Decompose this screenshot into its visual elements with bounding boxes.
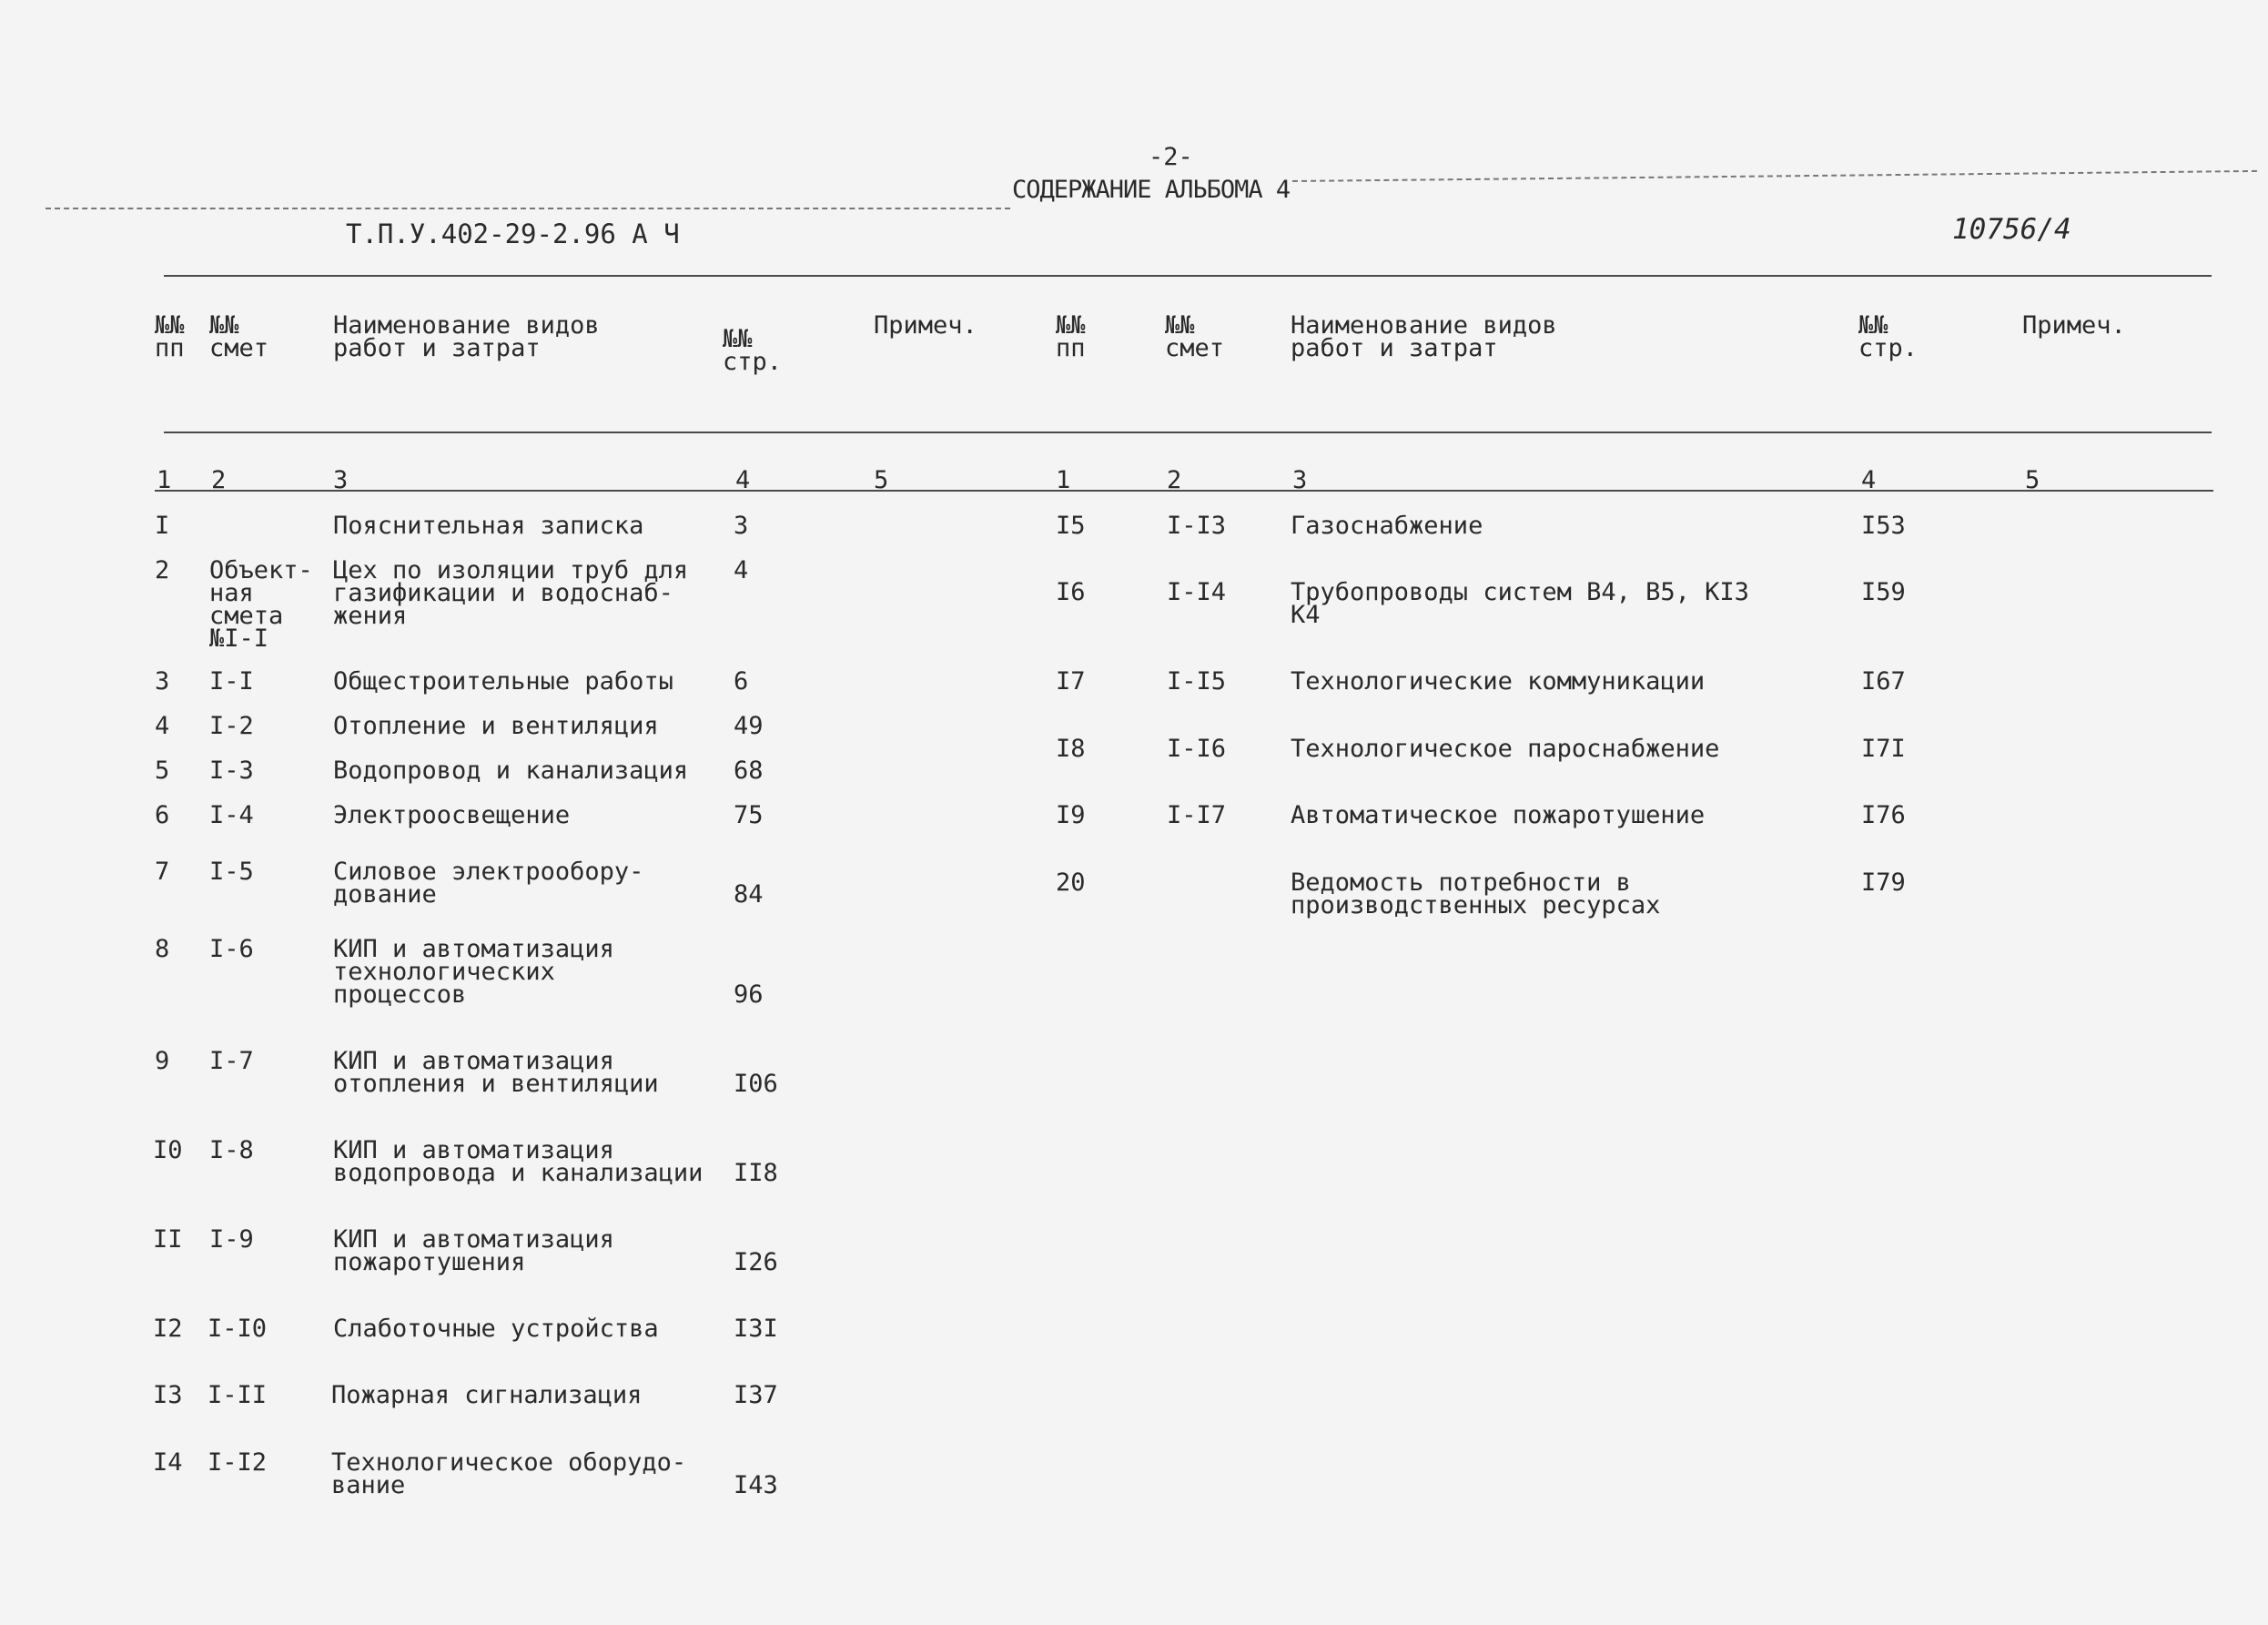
row-name: Общестроительные работы — [333, 667, 673, 696]
colnum-3: 3 — [333, 466, 349, 494]
row-number: 9 — [155, 1047, 170, 1075]
page-number: -2- — [1149, 143, 1193, 171]
header-bottom-rule — [164, 432, 2212, 433]
row-number: I4 — [153, 1448, 183, 1477]
row-number: 5 — [155, 757, 170, 785]
header-no-smet-right: №№ смет — [1165, 311, 1225, 362]
row-number: I6 — [1056, 578, 1086, 606]
row-page: I06 — [734, 1070, 778, 1098]
row-smeta: I-I6 — [1167, 735, 1227, 763]
row-page: 96 — [734, 980, 764, 1009]
row-name: Технологическое пароснабжение — [1291, 735, 1720, 763]
header-no-smet: №№ смет — [209, 311, 269, 362]
row-number: II — [153, 1225, 183, 1254]
row-smeta: I-6 — [209, 935, 254, 963]
row-page: 3 — [734, 512, 749, 540]
header-note: Примеч. — [874, 311, 977, 340]
colnum-1: 1 — [157, 466, 172, 494]
row-number: I9 — [1056, 801, 1086, 829]
row-smeta: I-7 — [209, 1047, 254, 1075]
row-smeta: I-5 — [209, 858, 254, 886]
header-no-pp-right: №№ пп — [1056, 311, 1086, 362]
row-page: I76 — [1861, 801, 1906, 829]
row-number: 4 — [155, 712, 170, 740]
row-name: Ведомость потребности в производственных ресурсах — [1291, 868, 1661, 919]
row-name: Силовое электрообору- дование — [333, 858, 644, 909]
row-name: Трубопроводы систем В4, В5, КI3 К4 — [1291, 578, 1749, 629]
row-number: I5 — [1056, 512, 1086, 540]
row-page: I37 — [734, 1381, 778, 1409]
colnum-1-right: 1 — [1056, 466, 1071, 494]
top-solid-rule — [164, 275, 2212, 277]
row-smeta: I-I5 — [1167, 667, 1227, 696]
row-smeta: I-I3 — [1167, 512, 1227, 540]
row-page: 68 — [734, 757, 764, 785]
row-name: Отопление и вентиляция — [333, 712, 659, 740]
row-name: КИП и автоматизация технологических процессов — [333, 935, 614, 1009]
row-page: 75 — [734, 801, 764, 829]
header-page: №№ стр. — [723, 325, 783, 376]
album-title: СОДЕРЖАНИЕ АЛЬБОМА 4 — [1012, 176, 1291, 204]
row-number: I7 — [1056, 667, 1086, 696]
row-name: Водопровод и канализация — [333, 757, 689, 785]
row-name: Пояснительная записка — [333, 512, 644, 540]
row-name: Слаботочные устройства — [333, 1315, 659, 1343]
row-page: I7I — [1861, 735, 1906, 763]
header-page-right: №№ стр. — [1858, 311, 1919, 362]
row-number: I8 — [1056, 735, 1086, 763]
row-number: I3 — [153, 1381, 183, 1409]
colnum-3-right: 3 — [1292, 466, 1308, 494]
row-smeta: I-I0 — [208, 1315, 268, 1343]
header-note-right: Примеч. — [2022, 311, 2126, 340]
colnum-4: 4 — [735, 466, 751, 494]
top-dashed-rule-left — [46, 208, 1010, 209]
colnum-2-right: 2 — [1167, 466, 1182, 494]
row-page: I79 — [1861, 868, 1906, 897]
row-number: 8 — [155, 935, 170, 963]
row-smeta: I-I7 — [1167, 801, 1227, 829]
top-dashed-rule-right — [1292, 170, 2257, 182]
document-code: Т.П.У.402-29-2.96 А Ч — [346, 218, 680, 249]
row-page: I26 — [734, 1248, 778, 1276]
row-page: 6 — [734, 667, 749, 696]
row-name: КИП и автоматизация водопровода и канализации — [333, 1136, 704, 1187]
row-number: I2 — [153, 1315, 183, 1343]
row-name: Цех по изоляции труб для газификации и водоснаб- жения — [333, 556, 689, 630]
row-page: 84 — [734, 880, 764, 909]
row-name: Пожарная сигнализация — [331, 1381, 643, 1409]
row-page: 49 — [734, 712, 764, 740]
row-smeta: I-4 — [209, 801, 254, 829]
header-no-pp: №№ пп — [155, 311, 185, 362]
row-smeta: I-I2 — [208, 1448, 268, 1477]
row-page: 4 — [734, 556, 749, 584]
colnum-5: 5 — [874, 466, 889, 494]
column-number-rule — [155, 490, 2213, 492]
inventory-number: 10756/4 — [1952, 213, 2071, 246]
row-smeta: I-3 — [209, 757, 254, 785]
row-smeta: I-8 — [209, 1136, 254, 1164]
row-name: КИП и автоматизация отопления и вентиляции — [333, 1047, 659, 1098]
row-name: Газоснабжение — [1291, 512, 1483, 540]
row-page: II8 — [734, 1159, 778, 1187]
row-number: I0 — [153, 1136, 183, 1164]
row-page: I43 — [734, 1471, 778, 1499]
row-name: Автоматическое пожаротушение — [1291, 801, 1706, 829]
row-page: I59 — [1861, 578, 1906, 606]
row-name: Электроосвещение — [333, 801, 571, 829]
row-number: 3 — [155, 667, 170, 696]
row-page: I53 — [1861, 512, 1906, 540]
row-page: I67 — [1861, 667, 1906, 696]
row-smeta: I-9 — [209, 1225, 254, 1254]
header-name: Наименование видов работ и затрат — [333, 311, 600, 362]
row-smeta: I-2 — [209, 712, 254, 740]
row-page: I3I — [734, 1315, 778, 1343]
colnum-2: 2 — [211, 466, 227, 494]
row-number: 6 — [155, 801, 170, 829]
row-smeta: Объект- ная смета №I-I — [209, 556, 313, 653]
colnum-5-right: 5 — [2025, 466, 2040, 494]
row-name: КИП и автоматизация пожаротушения — [333, 1225, 614, 1276]
row-number: 7 — [155, 858, 170, 886]
row-smeta: I-II — [208, 1381, 268, 1409]
row-number: I — [155, 512, 170, 540]
row-name: Технологические коммуникации — [1291, 667, 1706, 696]
header-name-right: Наименование видов работ и затрат — [1291, 311, 1557, 362]
row-number: 2 — [155, 556, 170, 584]
row-number: 20 — [1056, 868, 1086, 897]
colnum-4-right: 4 — [1861, 466, 1877, 494]
row-smeta: I-I4 — [1167, 578, 1227, 606]
row-name: Технологическое оборудо- вание — [331, 1448, 687, 1499]
row-smeta: I-I — [209, 667, 254, 696]
